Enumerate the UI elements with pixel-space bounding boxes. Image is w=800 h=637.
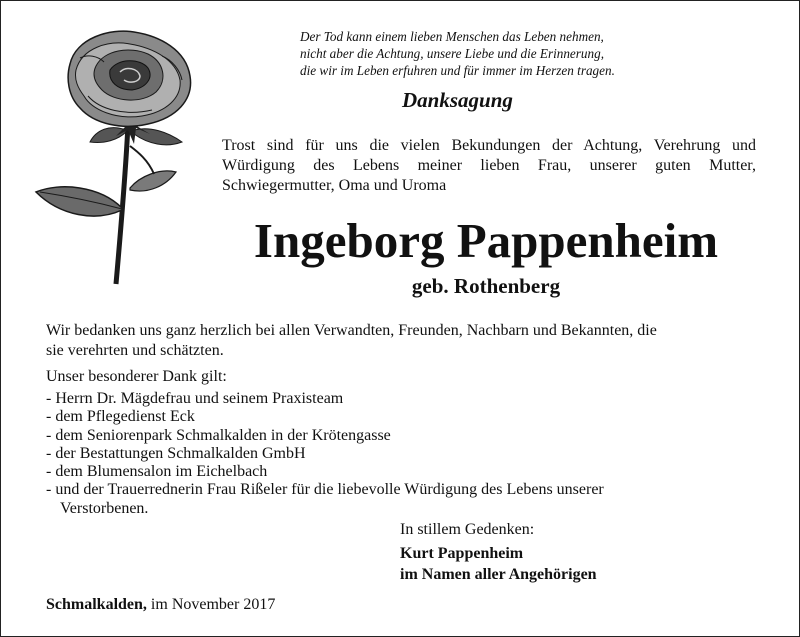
special-thanks-label: Unser besonderer Dank gilt: — [46, 368, 227, 385]
intro-text — [222, 136, 756, 196]
thanks-text — [46, 321, 760, 361]
intro-line: Schwiegermutter, Oma und Uroma — [222, 177, 447, 194]
signer — [400, 543, 597, 585]
special-thanks-list — [46, 390, 746, 518]
list-item: - dem Pflegedienst Eck — [46, 408, 195, 426]
signer-on-behalf: im Namen aller Angehörigen — [400, 566, 597, 583]
motto-line: Der Tod kann einem lieben Menschen das Leben nehmen, — [300, 29, 604, 44]
motto — [300, 28, 680, 79]
list-item: - und der Trauerrednerin Frau Rißeler für die liebevolle Würdigung des Lebens unserer — [46, 481, 604, 499]
list-item: - dem Blumensalon im Eichelbach — [46, 463, 268, 481]
motto-line: die wir im Leben erfuhren und für immer im Herzen tragen. — [300, 63, 615, 78]
thanks-line: Wir bedanken uns ganz herzlich bei allen Verwandten, Freunden, Nachbarn und Bekannten, die — [46, 322, 657, 339]
maiden-name: geb. Rothenberg — [411, 274, 561, 298]
notice-heading: Danksagung — [402, 88, 513, 112]
place-city: Schmalkalden, — [46, 596, 147, 613]
intro-line: Trost sind für uns die vielen Bekundungen der Achtung, Verehrung und — [222, 137, 756, 154]
intro-line: Würdigung des Lebens meiner lieben Frau, unserer guten Mutter, — [222, 157, 756, 174]
memory-label: In stillem Gedenken: — [400, 521, 535, 538]
list-item: - dem Seniorenpark Schmalkalden in der Krötengasse — [46, 426, 391, 444]
list-item: - der Bestattungen Schmalkalden GmbH — [46, 444, 306, 462]
list-item: - Herrn Dr. Mägdefrau und seinem Praxisteam — [46, 390, 344, 407]
thanks-line: sie verehrten und schätzten. — [46, 342, 224, 359]
motto-line: nicht aber die Achtung, unsere Liebe und die Erinnerung, — [300, 46, 604, 61]
place-date-text: im November 2017 — [150, 596, 276, 613]
deceased-name: Ingeborg Pappenheim — [253, 213, 719, 268]
signer-name: Kurt Pappenheim — [400, 545, 524, 562]
place-date — [46, 596, 275, 614]
list-item: Verstorbenen. — [60, 499, 149, 517]
